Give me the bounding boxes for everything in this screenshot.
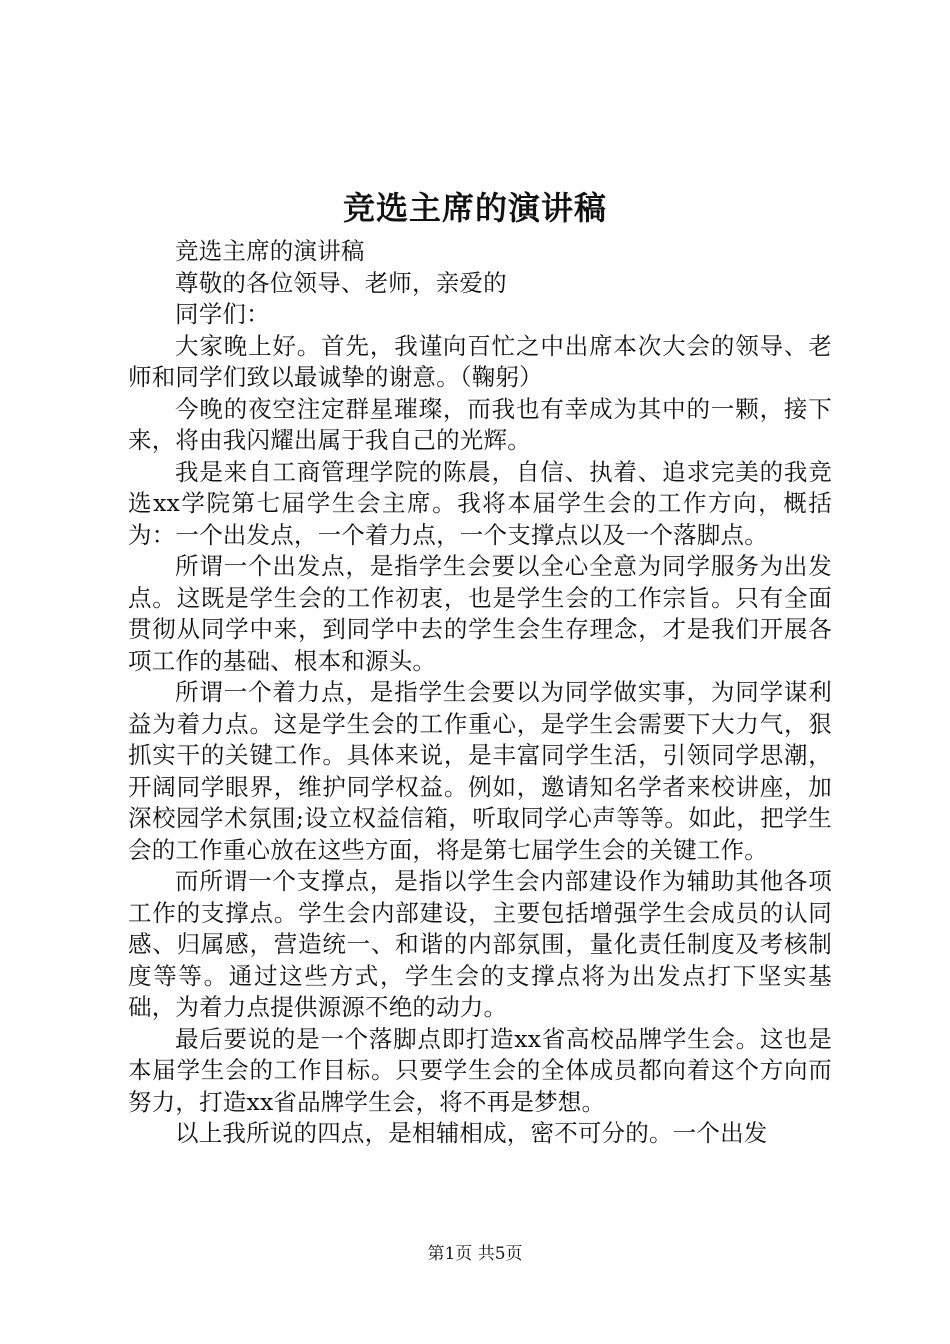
document-body — [128, 236, 832, 1150]
paragraph: 尊敬的各位领导、老师，亲爱的 — [175, 268, 507, 297]
document-title: 竞选主席的演讲稿 — [342, 189, 607, 227]
paragraph: 今晚的夜空注定群星璀璨，而我也有幸成为其中的一颗，接下来，将由我闪耀出属于我自己的光辉。 — [128, 394, 832, 454]
paragraph: 而所谓一个支撑点，是指以学生会内部建设作为辅助其他各项工作的支撑点。学生会内部建设，主要包括增强学生会成员的认同感、归属感，营造统一、和谐的内部氛围，量化责任制度及考核制度等等。通过这些方式，学生会的支撑点将为出发点打下坚实基础，为着力点提供源源不绝的动力。 — [128, 867, 832, 1021]
paragraph: 所谓一个出发点，是指学生会要以全心全意为同学服务为出发点。这既是学生会的工作初衷，也是学生会的工作宗旨。只有全面贯彻从同学中来，到同学中去的学生会生存理念，才是我们开展各项工作的基础、根本和源头。 — [128, 552, 832, 675]
paragraph: 我是来自工商管理学院的陈晨，自信、执着、追求完美的我竞选xx学院第七届学生会主席。我将本届学生会的工作方向，概括为：一个出发点，一个着力点，一个支撑点以及一个落脚点。 — [128, 457, 832, 549]
paragraph: 所谓一个着力点，是指学生会要以为同学做实事，为同学谋利益为着力点。这是学生会的工作重心，是学生会需要下大力气，狠抓实干的关键工作。具体来说，是丰富同学生活，引领同学思潮，开阔同学眼界，维护同学权益。例如，邀请知名学者来校讲座，加深校园学术氛围;设立权益信箱，听取同学心声等等。如此，把学生会的工作重心放在这些方面，将是第七届学生会的关键工作。 — [128, 678, 832, 864]
paragraph: 竞选主席的演讲稿 — [175, 237, 365, 265]
page-footer: 第1页 共5页 — [427, 1244, 523, 1264]
paragraph: 大家晚上好。首先，我谨向百忙之中出席本次大会的领导、老师和同学们致以最诚挚的谢意。（鞠躬） — [128, 331, 832, 391]
paragraph: 最后要说的是一个落脚点即打造xx省高校品牌学生会。这也是本届学生会的工作目标。只要学生会的全体成员都向着这个方向而努力，打造xx省品牌学生会，将不再是梦想。 — [128, 1024, 832, 1116]
paragraph: 同学们： — [175, 300, 270, 328]
paragraph: 以上我所说的四点，是相辅相成，密不可分的。一个出发 — [175, 1119, 768, 1147]
